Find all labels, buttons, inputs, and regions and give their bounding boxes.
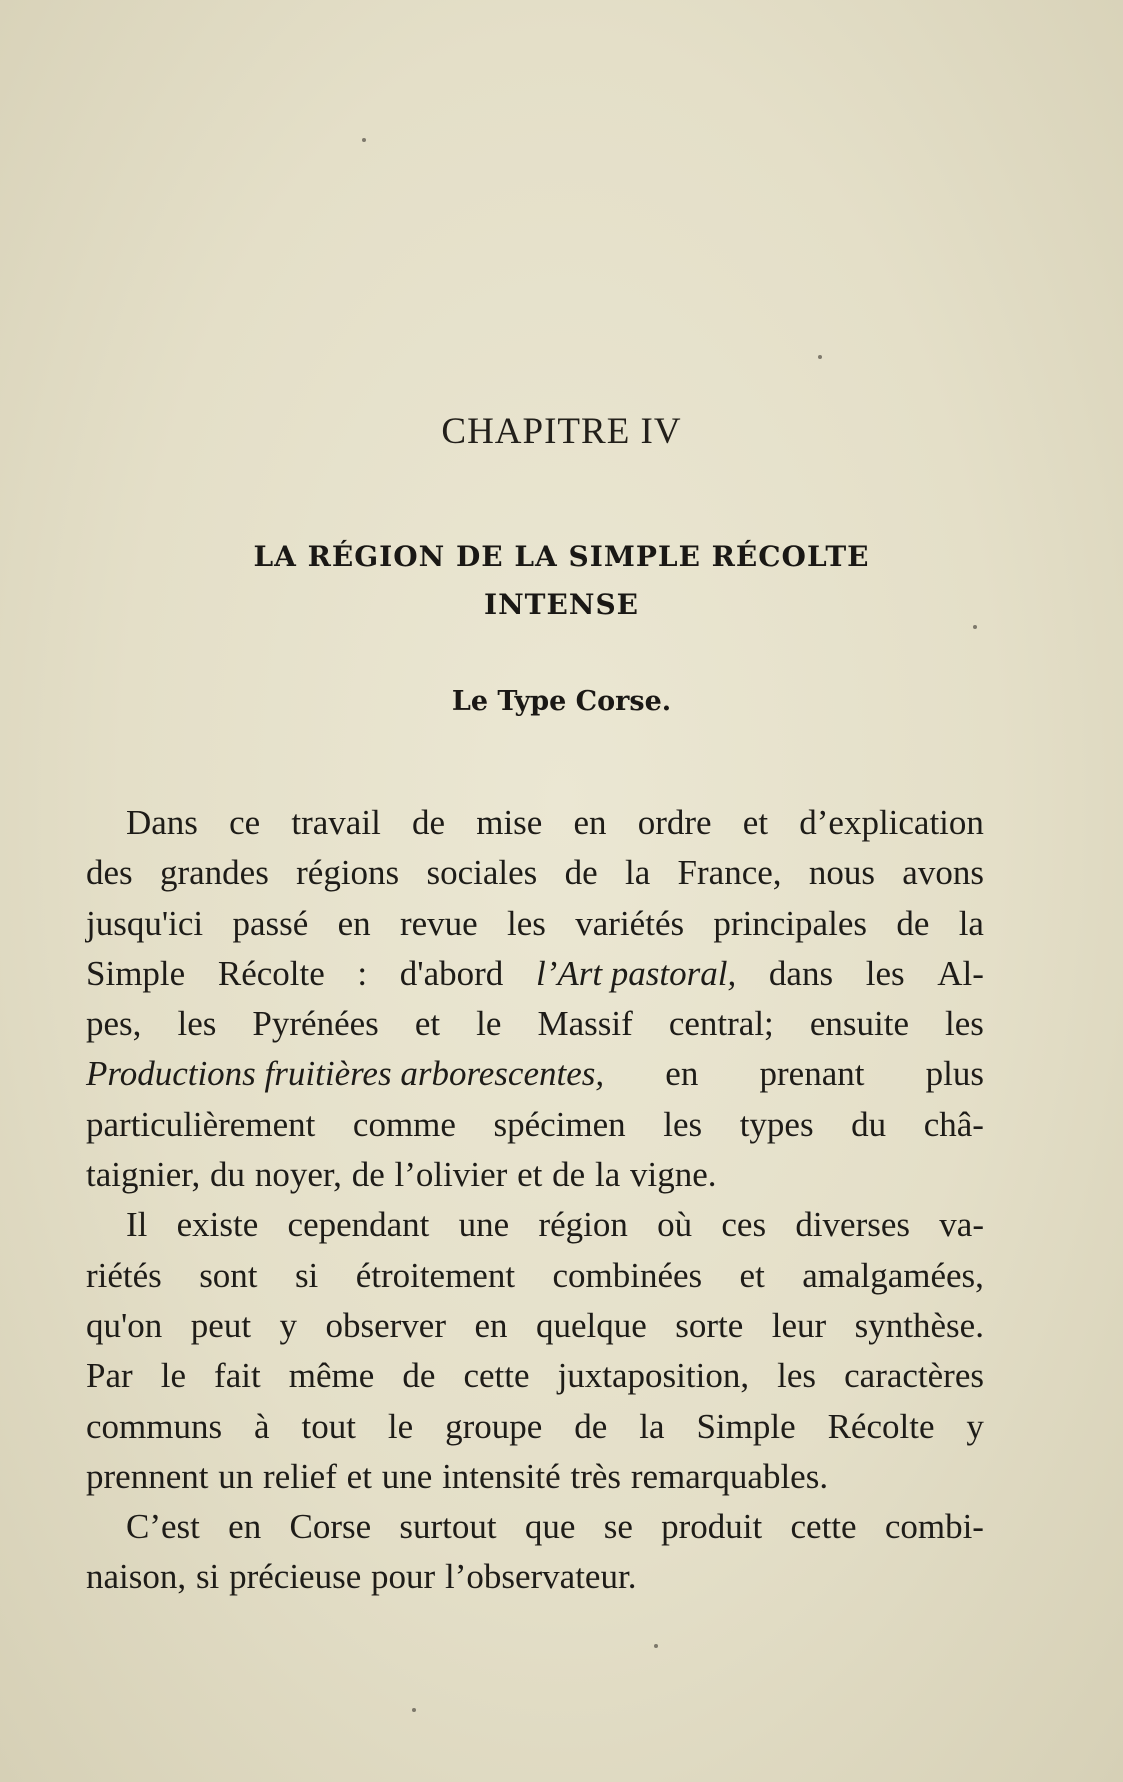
word: mise [476,803,543,842]
word: de [552,1155,586,1195]
word: principales [713,903,867,943]
chapter-title: CHAPITRE IV [441,411,682,452]
word: du [851,1104,887,1144]
word: noyer, [254,1155,342,1195]
word: pes, [86,1004,142,1044]
word: communs [86,1406,223,1446]
word: les [507,903,546,943]
word: types [739,1104,814,1144]
word: Pyrénées [252,1004,379,1044]
word: le [387,1406,414,1446]
word: intensité [442,1456,561,1496]
word: cette [790,1507,857,1547]
text-line [86,1452,984,1502]
paper-speck [412,1708,416,1712]
word: Corse [289,1507,372,1547]
word: si [294,1255,319,1295]
word: Massif [537,1004,633,1044]
word: Il [126,1205,148,1245]
word: et [517,1155,543,1195]
word: une [458,1205,510,1245]
word: diverses [795,1205,911,1245]
word: Par [86,1356,133,1396]
word: relief [263,1456,337,1496]
word: combi- [884,1507,984,1547]
word: la [624,853,651,893]
word: avons [902,853,984,893]
italic-word: Productions fruitières arborescentes, [86,1054,605,1094]
word: les [945,1004,984,1044]
word: existe [176,1205,259,1245]
word: l’observateur. [444,1557,637,1597]
paper-speck [973,625,977,629]
word: se [603,1507,633,1547]
word: en [665,1054,699,1094]
word: observer [325,1305,446,1345]
text-line [86,1049,984,1099]
word: y [966,1406,984,1446]
word: sociales [426,853,538,893]
paragraph [86,1200,984,1502]
text-line [86,848,984,898]
word: même [288,1356,375,1396]
word: un [218,1456,254,1496]
word: ces [721,1205,767,1245]
word: et [414,1004,441,1044]
word: la [594,1155,621,1195]
word: de [351,1155,385,1195]
word: variétés [575,903,685,943]
italic-word: l’Art pastoral, [535,953,737,993]
word: prennent [86,1456,209,1496]
text-line [86,1502,984,1552]
word: de [896,903,930,943]
text-line [86,1552,984,1602]
word: châ- [923,1104,984,1144]
word: C’est [126,1507,200,1547]
text-line [86,1100,984,1150]
word: la [639,1406,665,1446]
word: si [195,1557,220,1597]
word: d'abord [399,953,504,993]
word: taignier, [86,1155,201,1195]
word: où [657,1205,693,1245]
paragraph [86,798,984,1200]
word: va- [939,1205,984,1245]
paper-speck [818,355,822,359]
word: comme [352,1104,456,1144]
word: sorte [675,1305,744,1345]
word: riétés [86,1255,162,1295]
body-text [86,798,984,1603]
word: en [228,1507,262,1547]
word: jusqu'ici [86,903,204,943]
word: en [474,1305,508,1345]
word: que [524,1507,576,1547]
word: régions [296,853,400,893]
word: tout [301,1406,356,1446]
word: les [777,1356,817,1396]
word: Récolte [827,1406,935,1446]
word: en [337,903,371,943]
word: groupe [445,1406,543,1446]
word: à [254,1406,270,1446]
word: Récolte [217,953,325,993]
word: Al- [937,953,984,993]
section-title-line-1: LA RÉGION DE LA SIMPLE RÉCOLTE [253,540,870,573]
word: surtout [399,1507,497,1547]
word: la [958,903,984,943]
text-line [86,798,984,848]
word: revue [399,903,478,943]
word: qu'on [86,1305,163,1345]
word: des [86,853,133,893]
word: Dans [126,803,198,842]
text-line [86,1200,984,1250]
text-line [86,949,984,999]
word: Simple [86,953,186,993]
text-line [86,1351,984,1401]
word: nous [808,853,875,893]
word: de [574,1406,608,1446]
word: combinées [552,1255,703,1295]
word: : [357,953,368,993]
word: particulièrement [86,1104,316,1144]
word: ensuite [809,1004,909,1044]
word: remarquables. [630,1456,829,1496]
word: plus [925,1054,984,1094]
text-line [86,1251,984,1301]
paper-speck [362,138,366,142]
word: ordre [637,803,712,842]
word: fait [214,1356,261,1396]
word: très [570,1456,622,1496]
word: le [160,1356,186,1396]
word: quelque [535,1305,647,1345]
word: naison, [86,1557,187,1597]
word: et [742,803,769,842]
word: juxtaposition, [557,1356,750,1396]
text-line [86,899,984,949]
word: de [411,803,446,842]
word: leur [771,1305,827,1345]
word: le [476,1004,502,1044]
word: amalgamées, [802,1255,984,1295]
word: et [346,1456,372,1496]
word: de [402,1356,436,1396]
word: produit [661,1507,763,1547]
word: les [865,953,905,993]
paragraph [86,1502,984,1603]
word: spécimen [493,1104,626,1144]
word: ce [229,803,261,842]
word: grandes [159,853,269,893]
word: cette [463,1356,530,1396]
word: en [573,803,607,842]
text-line [86,1301,984,1351]
word: d’explication [799,803,984,842]
section-title-line-2: INTENSE [483,588,640,621]
word: caractères [844,1356,984,1396]
word: passé [232,903,309,943]
word: une [381,1456,433,1496]
word: y [279,1305,298,1345]
word: les [177,1004,217,1044]
word: synthèse. [854,1305,984,1345]
word: l’olivier [394,1155,508,1195]
word: étroitement [355,1255,516,1295]
word: pour [371,1557,436,1597]
word: peut [190,1305,252,1345]
word: Simple [696,1406,796,1446]
text-line [86,1402,984,1452]
word: région [538,1205,628,1245]
word: du [210,1155,246,1195]
text-line [86,1150,984,1200]
word: prenant [759,1054,865,1094]
paper-speck [654,1644,658,1648]
word: précieuse [229,1557,362,1597]
subtitle: Le Type Corse. [451,686,672,717]
word: central; [668,1004,774,1044]
word: cependant [287,1205,430,1245]
word: travail [291,803,381,842]
word: sont [199,1255,258,1295]
word: de [564,853,598,893]
word: France, [677,853,782,893]
word: dans [768,953,834,993]
word: et [739,1255,765,1295]
word: vigne. [630,1155,717,1195]
text-line [86,999,984,1049]
word: les [663,1104,703,1144]
